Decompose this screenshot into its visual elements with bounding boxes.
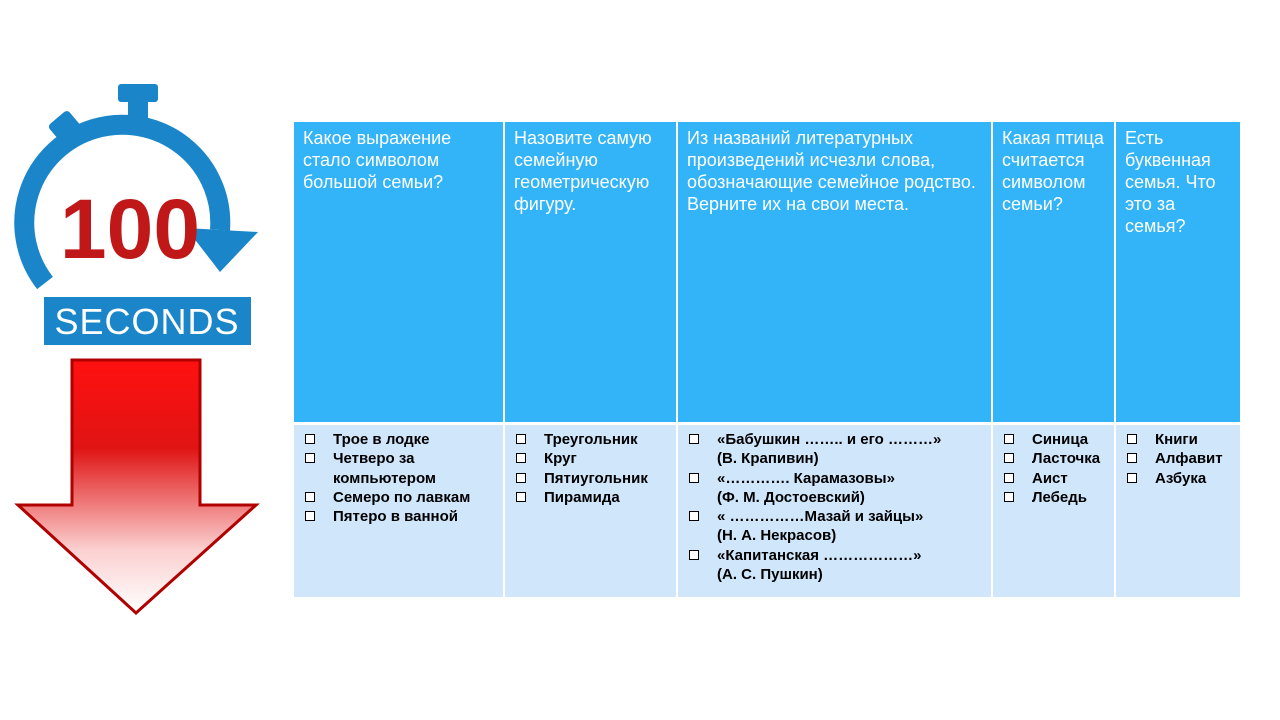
answer-option [1002,449,1105,468]
answer-option-text: Треугольник [544,431,638,448]
answer-list [1002,430,1105,507]
stopwatch-badge [0,0,280,360]
question-cell: Какое выражение стало символом большой семьи? [294,122,504,424]
answer-option-text: Алфавит [1155,450,1223,468]
answer-option-text: Пятиугольник [544,469,648,487]
answer-list [687,430,982,584]
answer-option-text: Азбука [1155,469,1207,487]
question-cell: Из названий литературных произведений исчезли слова, обозначающие семейное родство. Верните их на свои места. [677,122,992,424]
answer-list [1125,430,1231,488]
seconds-label: SECONDS [54,301,240,342]
answer-option-text: Книги [1155,431,1198,448]
answer-cell [504,424,677,598]
answer-list [514,430,667,507]
answer-option [687,430,982,469]
answer-option [303,430,494,449]
answer-list [303,430,494,526]
answer-option-author: (А. С. Пушкин) [717,566,823,584]
answer-option-author: (Н. А. Некрасов) [717,527,837,545]
answer-option [1125,469,1231,488]
answer-option-text: Пятеро в ванной [333,508,458,526]
question-cell: Назовите самую семейную геометрическую фигуру. [504,122,677,424]
answer-option-text: Пирамида [544,488,620,506]
answer-option [687,507,982,546]
answer-option [514,488,667,507]
answer-option [514,469,667,488]
answer-cell [992,424,1115,598]
quiz-table [294,122,1240,597]
answer-option [303,507,494,526]
answer-option-text: Трое в лодке [333,431,430,448]
answer-option [1125,449,1231,468]
answer-option-author: (В. Крапивин) [717,450,819,468]
answer-option [514,449,667,468]
question-cell: Какая птица считается символом семьи? [992,122,1115,424]
down-arrow-icon [0,355,280,620]
answer-option [687,469,982,508]
answer-option-text: «Бабушкин …….. и его ………» [717,431,942,448]
answer-option [1002,469,1105,488]
answer-option [687,546,982,585]
answer-cell [1115,424,1240,598]
answer-option-text: Лебедь [1032,488,1088,506]
answer-option-text: «…………. Карамазовы» [717,469,895,487]
answer-option [303,449,494,488]
answer-option-text: « ……………Мазай и зайцы» [717,508,924,526]
questions-row [294,122,1240,424]
answer-option [1002,488,1105,507]
answer-option [1002,430,1105,449]
question-cell: Есть буквенная семья. Что это за семья? [1115,122,1240,424]
answer-option [514,430,667,449]
answer-option-text: Круг [544,450,577,468]
answer-option-author: (Ф. М. Достоевский) [717,488,865,506]
timer-number: 100 [59,182,201,276]
answer-option [1125,430,1231,449]
answer-option-text: Синица [1032,431,1089,448]
answer-cell [677,424,992,598]
answer-option [303,488,494,507]
answer-option-text: Ласточка [1032,450,1101,468]
answer-option-text: «Капитанская ………………» [717,546,922,564]
answer-cell [294,424,504,598]
answer-option-text: Аист [1032,469,1068,487]
answer-option-text: Семеро по лавкам [333,488,471,506]
answer-option-text: Четверо за компьютером [333,450,437,487]
answers-row [294,424,1240,598]
